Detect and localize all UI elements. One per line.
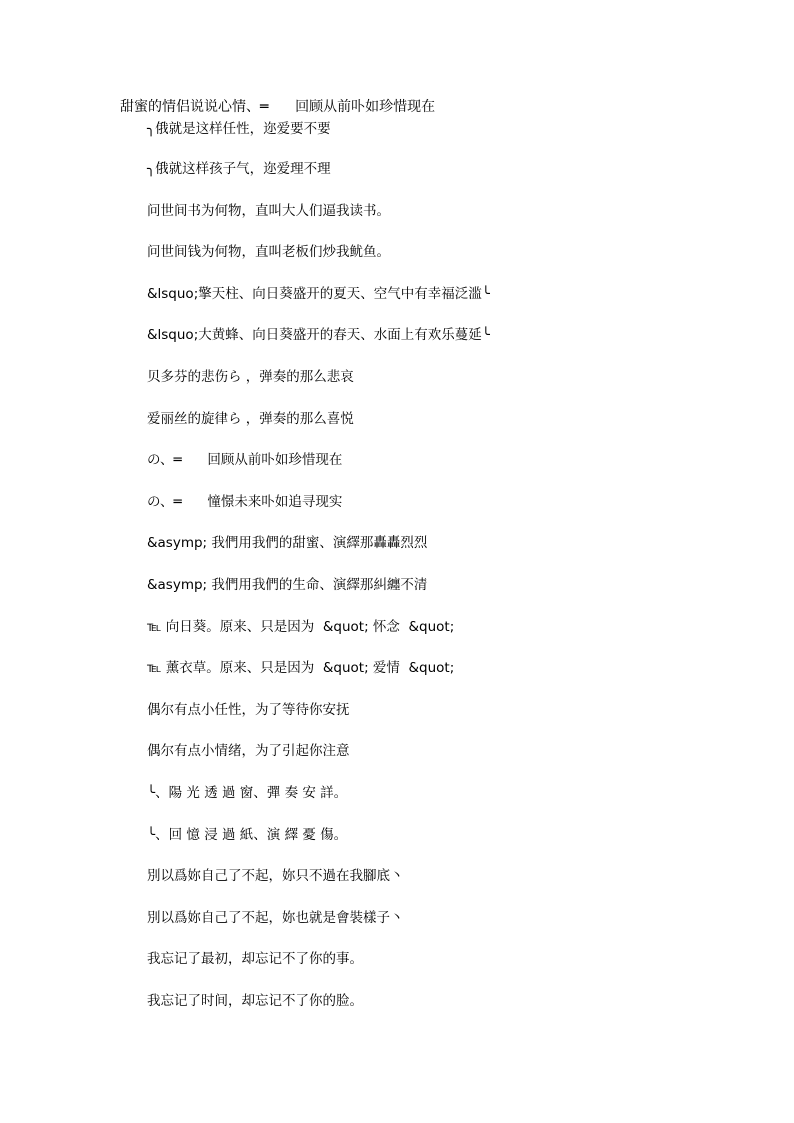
text-line: &lsquo;大黄蜂、向日葵盛开的春天、水面上有欢乐蔓延╰ bbox=[147, 327, 490, 344]
text-line: 爱丽丝的旋律ら ，弹奏的那么喜悦 bbox=[147, 410, 354, 427]
text-line: ╰、陽 光 透 過 窗、彈 奏 安 詳。 bbox=[147, 784, 348, 801]
text-line: 別以爲妳自己了不起，妳只不過在我腳底丶 bbox=[147, 868, 404, 885]
text-line: 问世间书为何物，直叫大人们逼我读书。 bbox=[147, 202, 390, 219]
text-line: &lsquo;擎天柱、向日葵盛开的夏天、空气中有幸福泛滥╰ bbox=[147, 285, 490, 302]
text-line: 我忘记了最初，却忘记不了你的事。 bbox=[147, 951, 363, 968]
text-lines bbox=[147, 120, 490, 1033]
text-line: ╰、回 憶 浸 過 紙、演 繹 憂 傷。 bbox=[147, 826, 348, 843]
text-line: &asymp; 我們用我們的生命、演繹那糾纏不清 bbox=[147, 576, 428, 593]
text-line: 別以爲妳自己了不起，妳也就是會裝樣子丶 bbox=[147, 909, 404, 926]
text-line: 偶尔有点小情绪，为了引起你注意 bbox=[147, 743, 350, 760]
document-title: 甜蜜的情侣说说心情、═ 回顾从前卟如珍惜现在 bbox=[120, 99, 436, 115]
text-line: 偶尔有点小任性，为了等待你安抚 bbox=[147, 701, 350, 718]
text-line: の、═ 回顾从前卟如珍惜现在 bbox=[147, 452, 343, 469]
text-line: &asymp; 我們用我們的甜蜜、演繹那轟轟烈烈 bbox=[147, 535, 428, 552]
text-line: ╮俄就这样孩子气，迩爱理不理 bbox=[147, 161, 331, 177]
text-line: 贝多芬的悲伤ら ，弹奏的那么悲哀 bbox=[147, 368, 354, 385]
text-line: 问世间钱为何物，直叫老板们炒我鱿鱼。 bbox=[147, 244, 390, 261]
text-line: の、═ 憧憬未来卟如追寻现实 bbox=[147, 493, 343, 510]
text-line: ℡ 薰衣草。原来、只是因为 &quot; 爱情 &quot; bbox=[147, 660, 455, 677]
text-line: ╮俄就是这样任性，迩爱要不要 bbox=[147, 121, 331, 137]
text-line: 我忘记了时间，却忘记不了你的脸。 bbox=[147, 992, 363, 1009]
text-line: ℡ 向日葵。原来、只是因为 &quot; 怀念 &quot; bbox=[147, 618, 455, 635]
